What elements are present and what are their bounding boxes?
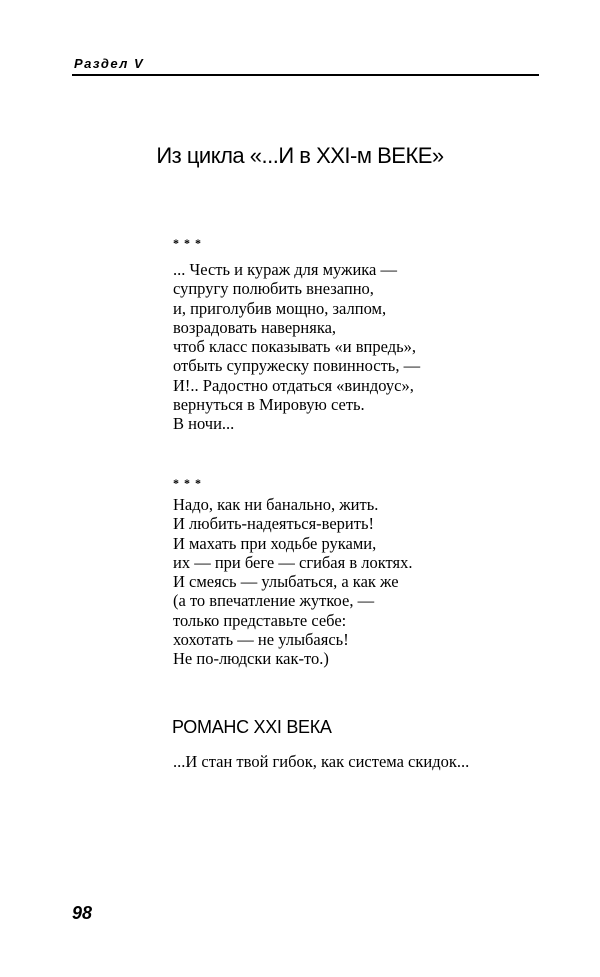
poem-2 <box>173 495 413 669</box>
poem-line: В ночи... <box>173 414 235 434</box>
poem-line: И любить-надеяться-верить! <box>173 514 374 534</box>
poem-line: и, приголубив мощно, залпом, <box>173 298 387 318</box>
romance-first-line: ...И стан твой гибок, как система скидок... <box>173 752 470 771</box>
poem-line: отбыть супружеску повинность, — <box>173 356 421 376</box>
stanza-separator: * * * <box>173 476 202 490</box>
romance-title: РОМАНС XXI ВЕКА <box>172 717 332 737</box>
poem-line: только представьте себе: <box>173 610 347 630</box>
header-rule <box>72 74 539 76</box>
poem-line: (а то впечатление жуткое, — <box>173 591 375 611</box>
poem-line: вернуться в Мировую сеть. <box>173 395 365 415</box>
poem-line: хохотать — не улыбаясь! <box>173 630 349 650</box>
running-header: Раздел V <box>74 56 145 71</box>
poem-line: Надо, как ни банально, жить. <box>173 495 379 514</box>
page-number: 98 <box>72 903 93 923</box>
poem-line: супругу полюбить внезапно, <box>173 279 374 299</box>
poem-line: И смеясь — улыбаться, а как же <box>173 572 399 592</box>
poem-line: возрадовать наверняка, <box>173 317 337 337</box>
poem-line: ... Честь и кураж для мужика — <box>173 260 397 279</box>
poem-line: И!.. Радостно отдаться «виндоус», <box>173 375 414 395</box>
poem-line: И махать при ходьбе руками, <box>173 533 377 553</box>
poem-line: чтоб класс показывать «и впредь», <box>173 337 416 357</box>
poem-1 <box>173 260 420 434</box>
poem-line: их — при беге — сгибая в локтях. <box>173 552 413 572</box>
poem-line: Не по-людски как-то.) <box>173 649 329 669</box>
stanza-separator: * * * <box>173 236 202 250</box>
cycle-title: Из цикла «...И в XXI-м ВЕКЕ» <box>156 143 444 168</box>
